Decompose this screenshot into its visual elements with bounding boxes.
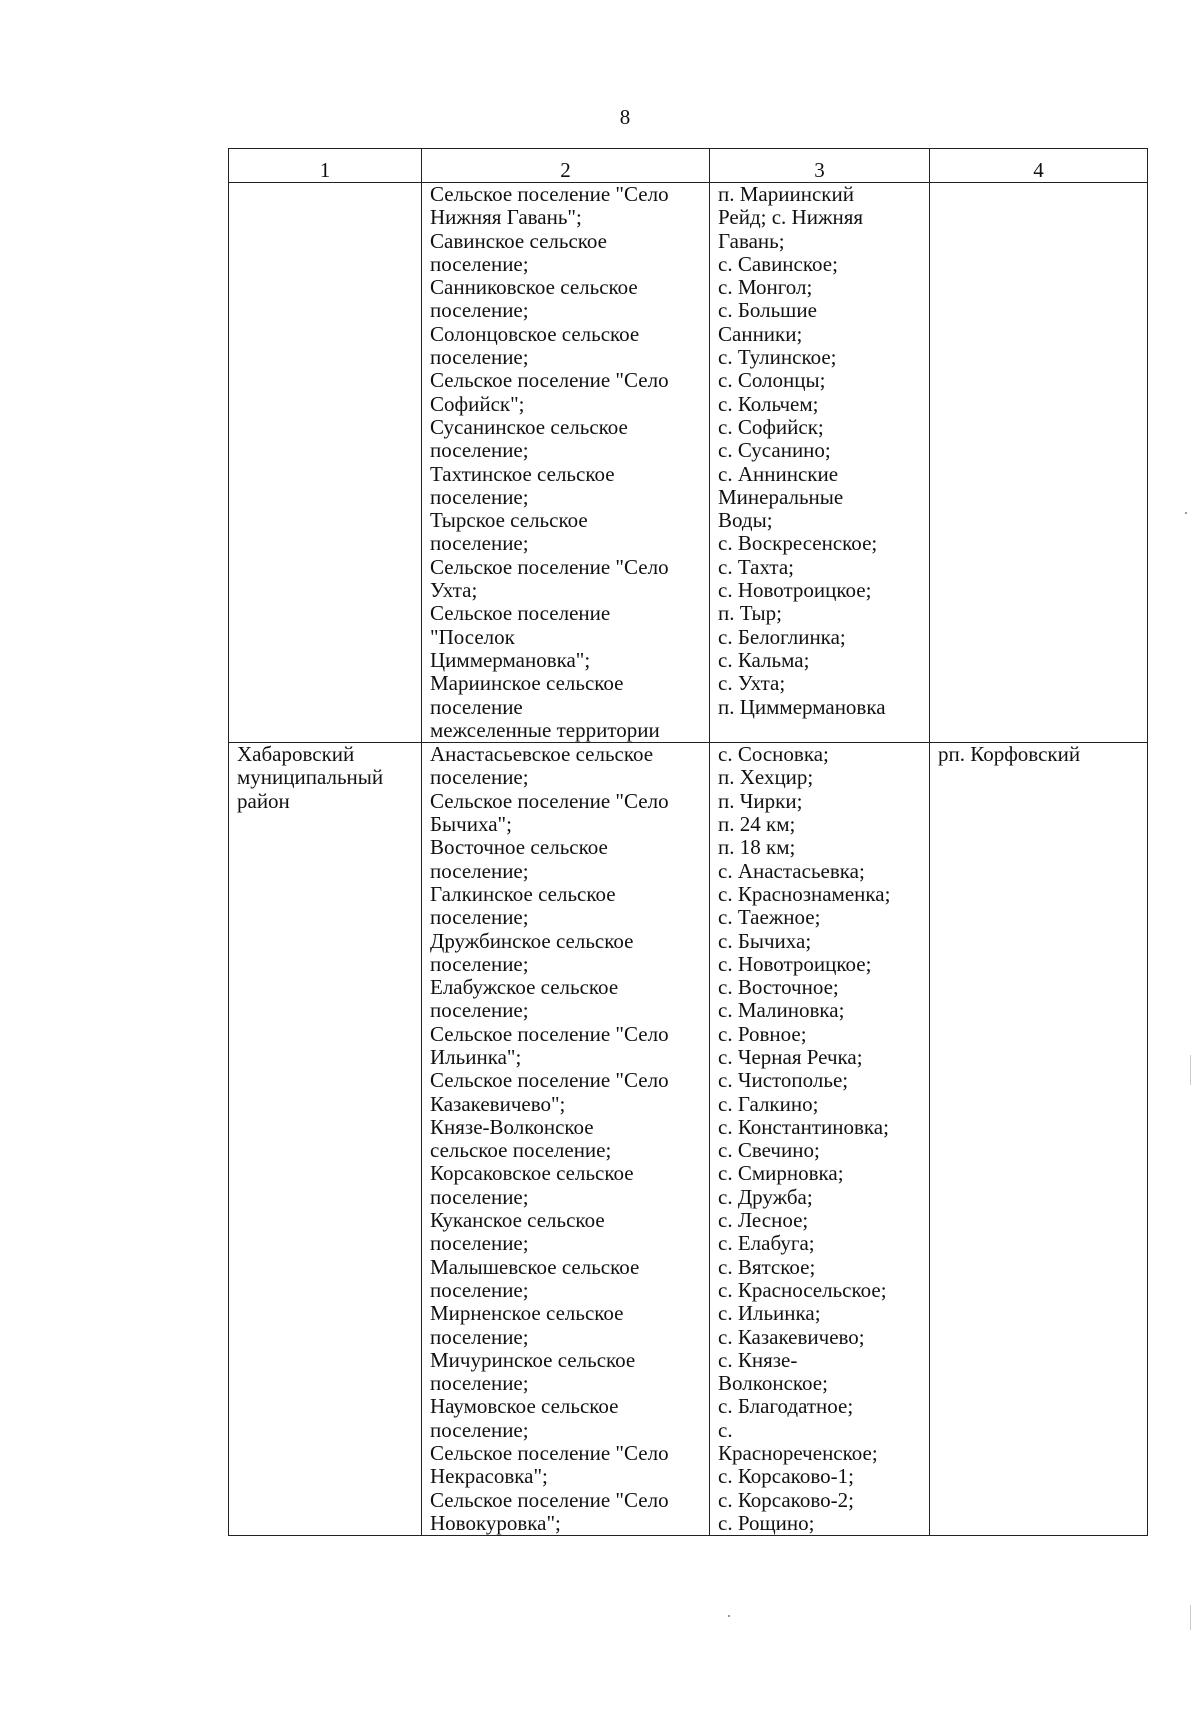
cell-line: поселение; [430, 858, 529, 883]
scan-edge-mark [1190, 1605, 1191, 1630]
cell-line: с. Монгол; [718, 275, 813, 300]
cell-line: поселение; [430, 345, 529, 370]
cell-line: Сельское поселение "Село [430, 368, 669, 393]
cell-line: поселение; [430, 1371, 529, 1396]
cell-line: с. Красносельское; [718, 1277, 887, 1302]
cell-line: Тырское сельское [430, 508, 588, 533]
cell-line: с. Корсаково-2; [718, 1487, 854, 1512]
scan-speck [1185, 512, 1187, 514]
cell-line: рп. Корфовский [938, 742, 1081, 767]
cell-line: с. Дружба; [718, 1184, 813, 1209]
table-row [229, 743, 1148, 1536]
cell-line: Гавань; [718, 228, 785, 253]
cell-line: Санники; [718, 321, 803, 346]
header-col-3: 3 [710, 149, 930, 183]
header-col-2: 2 [422, 149, 710, 183]
cell-line: "Поселок [430, 624, 515, 649]
cell-line: Дружбинское сельское [430, 928, 634, 953]
localities-cell [710, 743, 930, 1536]
cell-line: поселение; [430, 1277, 529, 1302]
cell-line: с. Кольчем; [718, 391, 819, 416]
cell-line: Волконское; [718, 1371, 828, 1396]
cell-line: с. Вятское; [718, 1254, 816, 1279]
cell-line: с. Анастасьевка; [718, 858, 865, 883]
cell-line: с. Казакевичево; [718, 1324, 865, 1349]
cell-line: Сельское поселение "Село [430, 1021, 669, 1046]
admin-center-cell [930, 183, 1148, 743]
cell-line: Куканское сельское [430, 1208, 605, 1233]
cell-line: Бычиха"; [430, 812, 512, 837]
cell-line: Некрасовка"; [430, 1464, 548, 1489]
localities-cell [710, 183, 930, 743]
cell-line: с. Таежное; [718, 905, 821, 930]
cell-line: сельское поселение; [430, 1138, 612, 1163]
cell-line: Рейд; с. Нижняя [718, 205, 864, 230]
scan-edge-mark [1190, 1055, 1191, 1085]
cell-line: район [237, 788, 290, 813]
cell-line: с. Савинское; [718, 251, 838, 276]
cell-line: Казакевичево"; [430, 1091, 566, 1116]
cell-line: Краснореченское; [718, 1441, 878, 1466]
cell-line: с. Смирновка; [718, 1161, 844, 1186]
cell-line: межселенные территории [430, 717, 660, 742]
cell-line: Ухта; [430, 578, 478, 603]
district-cell [229, 183, 422, 743]
cell-line: поселение; [430, 298, 529, 323]
cell-line: поселение; [430, 1184, 529, 1209]
cell-line: Мирненское сельское [430, 1301, 624, 1326]
cell-line: Новокуровка"; [430, 1510, 561, 1535]
cell-line: Воды; [718, 508, 773, 533]
cell-line: Сельское поселение [430, 601, 611, 626]
cell-line: с. Большие [718, 298, 817, 323]
cell-line: с. Софийск; [718, 414, 824, 439]
table-row [229, 183, 1148, 743]
cell-line: Восточное сельское [430, 835, 608, 860]
cell-line: поселение; [430, 905, 529, 930]
cell-line: поселение; [430, 951, 529, 976]
cell-line: Мичуринское сельское [430, 1347, 636, 1372]
admin-center-cell [930, 743, 1148, 1536]
cell-line: с. Новотроицкое; [718, 578, 872, 603]
cell-line: с. Кальма; [718, 647, 810, 672]
cell-line: с. [718, 1417, 733, 1442]
cell-line: п. Тыр; [718, 601, 782, 626]
cell-line: Санниковское сельское [430, 275, 638, 300]
cell-line: Нижняя Гавань"; [430, 205, 582, 230]
settlements-table [228, 148, 1148, 1536]
cell-line: Сельское поселение "Село [430, 182, 669, 206]
cell-line: Тахтинское сельское [430, 461, 615, 486]
cell-line: поселение; [430, 1417, 529, 1442]
cell-line: поселение [430, 694, 523, 719]
cell-line: Сельское поселение "Село [430, 1068, 669, 1093]
cell-line: с. Ухта; [718, 671, 786, 696]
cell-line: с. Новотроицкое; [718, 951, 872, 976]
cell-line: с. Аннинские [718, 461, 839, 486]
cell-line: Малышевское сельское [430, 1254, 640, 1279]
cell-line: с. Чистополье; [718, 1068, 849, 1093]
cell-line: Циммермановка"; [430, 647, 591, 672]
cell-line: поселение; [430, 1324, 529, 1349]
cell-line: Галкинское сельское [430, 881, 616, 906]
cell-line: Сельское поселение "Село [430, 1441, 669, 1466]
cell-line: Корсаковское сельское [430, 1161, 634, 1186]
cell-line: Сельское поселение "Село [430, 788, 669, 813]
cell-line: с. Рощино; [718, 1510, 815, 1535]
cell-line: с. Краснознаменка; [718, 881, 891, 906]
district-cell [229, 743, 422, 1536]
cell-line: поселение; [430, 251, 529, 276]
cell-line: Мариинское сельское [430, 671, 624, 696]
cell-line: поселение; [430, 1231, 529, 1256]
cell-line: Софийск"; [430, 391, 525, 416]
cell-line: Анастасьевское сельское [430, 742, 654, 767]
cell-line: с. Черная Речка; [718, 1044, 863, 1069]
cell-line: Сусанинское сельское [430, 414, 628, 439]
scan-speck [728, 1615, 730, 1617]
cell-line: Князе-Волконское [430, 1114, 594, 1139]
cell-line: п. 24 км; [718, 812, 796, 837]
cell-line: с. Лесное; [718, 1208, 809, 1233]
cell-line: Солонцовское сельское [430, 321, 640, 346]
cell-line: поселение; [430, 484, 529, 509]
cell-line: поселение; [430, 998, 529, 1023]
header-col-1: 1 [229, 149, 422, 183]
cell-line: с. Восточное; [718, 975, 839, 1000]
page-number: 8 [619, 105, 631, 129]
cell-line: п. Циммермановка [718, 694, 886, 719]
cell-line: с. Белоглинка; [718, 624, 846, 649]
cell-line: с. Сосновка; [718, 742, 829, 767]
cell-line: Савинское сельское [430, 228, 607, 253]
cell-line: с. Тулинское; [718, 345, 837, 370]
cell-line: с. Бычиха; [718, 928, 812, 953]
cell-line: с. Тахта; [718, 554, 795, 579]
cell-line: с. Воскресенское; [718, 531, 878, 556]
cell-line: с. Галкино; [718, 1091, 819, 1116]
cell-line: с. Ровное; [718, 1021, 807, 1046]
cell-line: Сельское поселение "Село [430, 1487, 669, 1512]
cell-line: п. Мариинский [718, 182, 854, 206]
cell-line: с. Солонцы; [718, 368, 826, 393]
cell-line: с. Константиновка; [718, 1114, 889, 1139]
cell-line: с. Елабуга; [718, 1231, 815, 1256]
cell-line: п. Чирки; [718, 788, 803, 813]
cell-line: с. Благодатное; [718, 1394, 854, 1419]
cell-line: с. Корсаково-1; [718, 1464, 854, 1489]
cell-line: с. Князе- [718, 1347, 798, 1372]
settlements-cell [422, 183, 710, 743]
cell-line: поселение; [430, 531, 529, 556]
cell-line: п. 18 км; [718, 835, 796, 860]
cell-line: муниципальный [237, 765, 384, 790]
cell-line: Хабаровский [237, 742, 355, 767]
cell-line: Наумовское сельское [430, 1394, 619, 1419]
cell-line: Сельское поселение "Село [430, 554, 669, 579]
cell-line: с. Малиновка; [718, 998, 845, 1023]
cell-line: с. Ильинка; [718, 1301, 821, 1326]
cell-line: Елабужское сельское [430, 975, 619, 1000]
cell-line: п. Хехцир; [718, 765, 814, 790]
header-col-4: 4 [930, 149, 1148, 183]
cell-line: Ильинка"; [430, 1044, 522, 1069]
cell-line: с. Сусанино; [718, 438, 831, 463]
settlements-cell [422, 743, 710, 1536]
cell-line: Минеральные [718, 484, 844, 509]
cell-line: поселение; [430, 438, 529, 463]
cell-line: с. Свечино; [718, 1138, 820, 1163]
cell-line: поселение; [430, 765, 529, 790]
table-header-row [229, 149, 1148, 183]
